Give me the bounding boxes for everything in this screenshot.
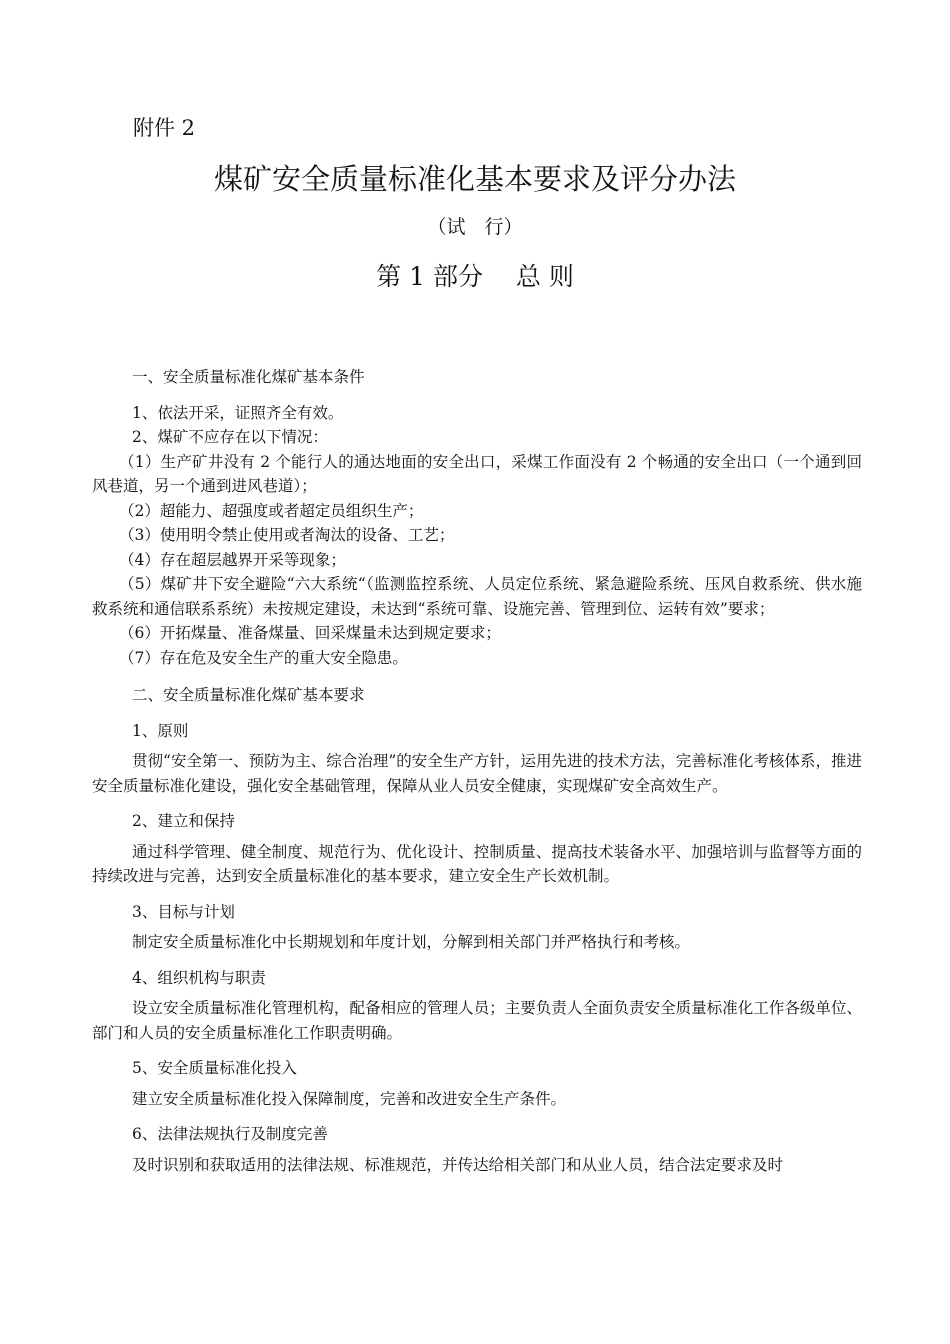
paragraph: 制定安全质量标准化中长期规划和年度计划，分解到相关部门并严格执行和考核。 [132, 933, 691, 951]
document-body [92, 365, 862, 1177]
list-item: （6）开拓煤量、准备煤量、回采煤量未达到规定要求； [119, 624, 501, 642]
list-item: （4）存在超层越界开采等现象； [119, 550, 346, 569]
document-subtitle: （试 行） [427, 216, 523, 238]
section-heading-2: 二、安全质量标准化煤矿基本要求 [132, 686, 365, 704]
subsection-heading: 2、建立和保持 [132, 812, 235, 830]
subsection-heading: 5、安全质量标准化投入 [132, 1059, 297, 1077]
section-heading-1: 一、安全质量标准化煤矿基本条件 [132, 368, 365, 386]
document-title: 煤矿安全质量标准化基本要求及评分办法 [213, 162, 736, 196]
subsection-heading: 3、目标与计划 [132, 902, 235, 921]
subsection-heading: 6、法律法规执行及制度完善 [132, 1125, 328, 1143]
paragraph: 通过科学管理、健全制度、规范行为、优化设计、控制质量、提高技术装备水平、加强培训与监督等方面的持续改进与完善，达到安全质量标准化的基本要求，建立安全生产长效机制。 [92, 842, 862, 885]
attachment-label: 附件 2 [133, 116, 196, 140]
paragraph: 及时识别和获取适用的法律法规、标准规范，并传达给相关部门和从业人员，结合法定要求及时 [132, 1155, 784, 1174]
subsection-heading: 4、组织机构与职责 [132, 968, 266, 987]
list-item: （5）煤矿井下安全避险“六大系统“（监测监控系统、人员定位系统、紧急避险系统、压风自救系统、供水施救系统和通信联系系统）未按规定建设，未达到“系统可靠、设施完善、管理到位、运转有效”要求； [92, 575, 862, 618]
list-item: （7）存在危及安全生产的重大安全隐患。 [119, 648, 408, 667]
paragraph: 建立安全质量标准化投入保障制度，完善和改进安全生产条件。 [132, 1089, 567, 1108]
paragraph: 1、依法开采，证照齐全有效。 [132, 403, 344, 422]
part-title: 第 1 部分 总 则 [376, 262, 574, 291]
paragraph: 2、煤矿不应存在以下情况： [132, 428, 328, 446]
list-item: （1）生产矿井没有 2 个能行人的通达地面的安全出口，采煤工作面没有 2 个畅通的安全出口（一个通到回风巷道，另一个通到进风巷道）； [92, 452, 862, 495]
subsection-heading: 1、原则 [132, 721, 189, 740]
list-item: （2）超能力、超强度或者超定员组织生产； [119, 501, 424, 520]
list-item: （3）使用明令禁止使用或者淘汰的设备、工艺； [119, 526, 455, 544]
paragraph: 贯彻“安全第一、预防为主、综合治理”的安全生产方针，运用先进的技术方法，完善标准化考核体系，推进安全质量标准化建设，强化安全基础管理，保障从业人员安全健康，实现煤矿安全高效生产。 [92, 752, 862, 795]
paragraph: 设立安全质量标准化管理机构，配备相应的管理人员；主要负责人全面负责安全质量标准化工作各级单位、部门和人员的安全质量标准化工作职责明确。 [92, 999, 862, 1042]
